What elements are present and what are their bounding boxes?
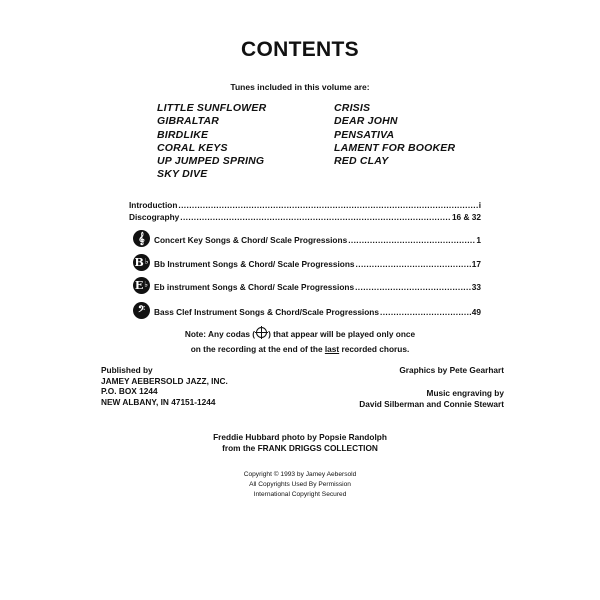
publisher-line: NEW ALBANY, IN 47151-1244 — [101, 396, 216, 407]
clef-glyph: B — [134, 256, 144, 269]
tune-list-right — [334, 102, 455, 168]
credit-line: David Silberman and Connie Stewart — [359, 398, 504, 409]
coda-icon — [256, 327, 267, 338]
copyright-line: International Copyright Secured — [253, 491, 347, 499]
tune-item: PENSATIVA — [334, 128, 395, 141]
tune-item: RED CLAY — [334, 155, 389, 168]
credit-line: Graphics by Pete Gearhart — [399, 365, 504, 375]
tune-item: CRISIS — [334, 102, 371, 114]
toc-label: Concert Key Songs & Chord/ Scale Progressions — [154, 235, 348, 245]
toc-leader — [348, 235, 475, 245]
publisher-line: P.O. BOX 1244 — [101, 386, 158, 396]
tune-list-left — [157, 102, 266, 182]
photo-credit-line: from the FRANK DRIGGS COLLECTION — [222, 442, 378, 453]
toc-section-concert — [154, 235, 481, 245]
page-title: CONTENTS — [241, 38, 359, 61]
note-text: ) that appear will be played only once — [268, 329, 416, 339]
page-subtitle: Tunes included in this volume are: — [230, 82, 370, 92]
note-text: recorded chorus. — [339, 344, 410, 354]
clef-glyph: E — [134, 279, 144, 292]
flat-glyph: ♭ — [144, 279, 149, 289]
photo-credit-line: Freddie Hubbard photo by Popsie Randolph — [213, 432, 387, 442]
toc-page-number: 49 — [471, 307, 481, 317]
clef-glyph: 𝄢 — [137, 304, 146, 317]
coda-note-line-2 — [0, 344, 600, 354]
tune-item: SKY DIVE — [157, 168, 208, 181]
toc-page-number: 33 — [471, 282, 481, 292]
toc-label: Discography — [129, 212, 180, 222]
publisher-block — [101, 365, 228, 407]
toc-page-number: i — [478, 200, 481, 210]
tune-item: LITTLE SUNFLOWER — [157, 102, 267, 114]
toc-introduction — [129, 200, 481, 210]
note-underlined-text: last — [324, 344, 340, 354]
toc-leader — [355, 282, 471, 292]
toc-label: Eb instrument Songs & Chord/ Scale Progressions — [154, 282, 355, 292]
toc-leader — [180, 212, 451, 222]
tune-item: DEAR JOHN — [334, 115, 398, 128]
photo-credit — [0, 432, 600, 453]
clef-glyph: 𝄞 — [138, 232, 145, 245]
credit-line: Music engraving by — [426, 388, 504, 398]
publisher-line: JAMEY AEBERSOLD JAZZ, INC. — [101, 375, 228, 386]
e-flat-icon — [133, 277, 150, 294]
tune-item: CORAL KEYS — [157, 141, 228, 154]
copyright-line: All Copyrights Used By Permission — [249, 481, 351, 489]
toc-page-number: 17 — [471, 259, 481, 269]
tune-item: BIRDLIKE — [157, 128, 209, 141]
toc-leader — [380, 307, 471, 317]
bass-clef-icon — [133, 302, 150, 319]
toc-section-eb — [154, 282, 481, 292]
coda-note-line-1 — [0, 327, 600, 339]
toc-leader — [356, 259, 471, 269]
note-text: Note: Any codas ( — [184, 329, 256, 339]
toc-page-number: 16 & 32 — [451, 212, 481, 222]
toc-label: Bass Clef Instrument Songs & Chord/Scale Progressions — [154, 307, 379, 317]
toc-section-bb — [154, 259, 481, 269]
treble-clef-icon — [133, 230, 150, 247]
graphics-credit — [399, 365, 504, 376]
tune-item: GIBRALTAR — [157, 115, 220, 128]
toc-section-bass — [154, 307, 481, 317]
b-flat-icon — [133, 254, 150, 271]
toc-discography — [129, 212, 481, 222]
toc-label: Bb Instrument Songs & Chord/ Scale Progressions — [154, 259, 355, 269]
toc-page-number: 1 — [476, 235, 481, 245]
toc-leader — [178, 200, 477, 210]
flat-glyph: ♭ — [144, 256, 149, 266]
tune-item: UP JUMPED SPRING — [157, 155, 265, 168]
toc-label: Introduction — [129, 200, 178, 210]
publisher-line: Published by — [101, 365, 153, 375]
engraving-credit — [359, 388, 504, 409]
copyright-block — [0, 470, 600, 501]
note-text: on the recording at the end of the — [190, 344, 325, 354]
copyright-line: Copyright © 1993 by Jamey Aebersold — [243, 471, 357, 478]
tune-item: LAMENT FOR BOOKER — [334, 141, 456, 154]
